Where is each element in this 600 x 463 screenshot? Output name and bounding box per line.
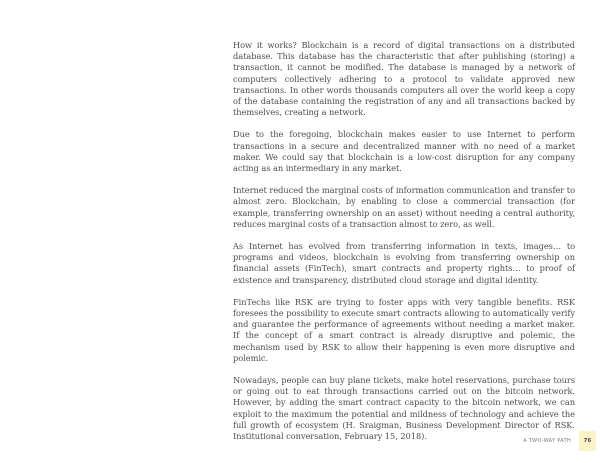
page-footer xyxy=(523,431,600,451)
paragraph-fintechs: FinTechs like RSK are trying to foster apps with very tangible benefits. RSK foresees the possibility to execute smart contracts allowing to automatically verify and guarantee the performance of agreements without needing a market maker. If the concept of a smart contract is already disruptive and polemic, the mechanism used by RSK to allow their happening is even more disruptive and polemic. xyxy=(233,296,575,363)
paragraph-how-it-works: How it works? Blockchain is a record of digital transactions on a distributed database. This database has the characteristic that after publishing (storing) a transaction, it cannot be modified. The database is managed by a network of computers collectively adhering to a protocol to validate approved new transactions. In other words thousands computers all over the world keep a copy of the database containing the registration of any and all transactions backed by themselves, creating a network. xyxy=(233,40,575,118)
paragraph-nowadays: Nowadays, people can buy plane tickets, make hotel reservations, purchase tours or going out to eat through transactions carried out on the bitcoin network. However, by adding the smart contract capacity to the bitcoin network, we can exploit to the maximum the potential and mildness of technology and achieve the full growth of ecosystem (H. Sraigman, Business Development Director of RSK. Institutional conversation, February 15, 2018). xyxy=(233,375,575,442)
page-number: 76 xyxy=(583,438,592,444)
paragraph-marginal-costs: Internet reduced the marginal costs of information communication and transfer to almost zero. Blockchain, by enabling to close a commercial transaction (for example, transferring ownership on an asset) without needing a central authority, reduces marginal costs of a transaction almost to zero, as well. xyxy=(233,185,575,229)
page-number-box xyxy=(579,431,596,451)
body-text-column xyxy=(233,40,575,453)
paragraph-foregoing: Due to the foregoing, blockchain makes easier to use Internet to perform transactions in a secure and decentralized manner with no need of a market maker. We could say that blockchain is a low-cost disruption for any company acting as an intermediary in any market. xyxy=(233,129,575,174)
paragraph-evolution: As Internet has evolved from transferring information in texts, images… to programs and videos, blockchain is evolving from transferring ownership on financial assets (FinTech), smart contracts and property rights… to proof of existence and transparency, distributed cloud storage and digital identity. xyxy=(233,241,575,285)
running-title: A TWO-WAY PATH xyxy=(523,438,571,444)
